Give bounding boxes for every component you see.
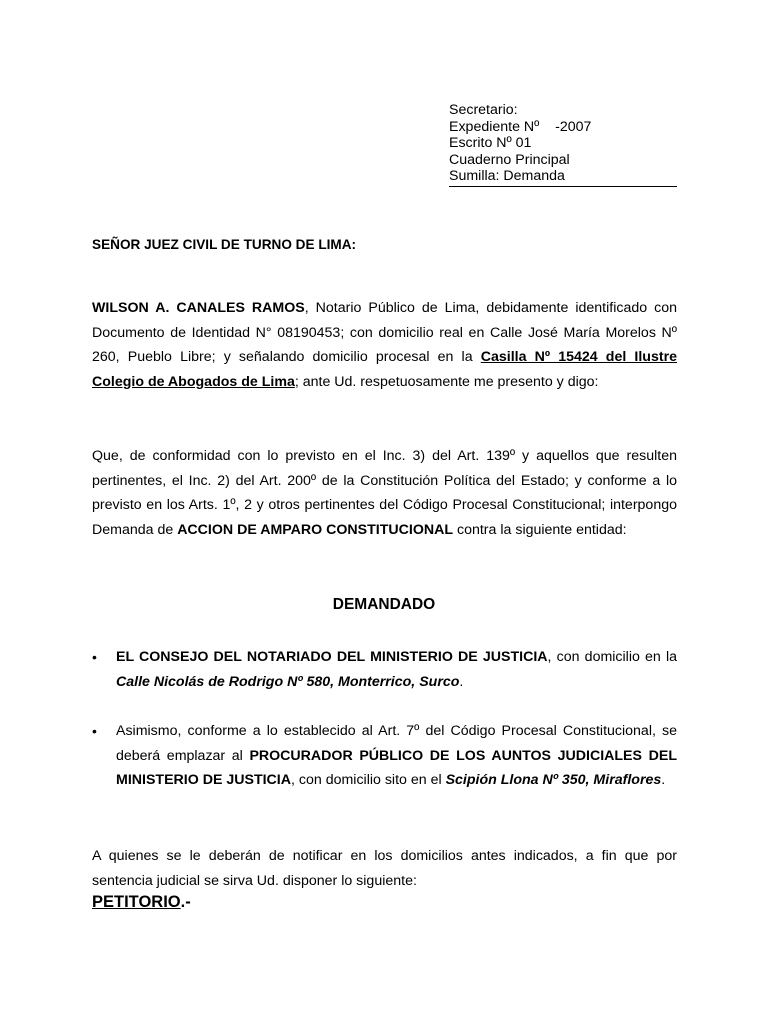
demandado-heading: DEMANDADO [332, 596, 436, 613]
casilla-reference: Casilla Nº 15424 del Ilustre Colegio de Abogados de Lima [92, 349, 678, 390]
defendant-name: EL CONSEJO DEL NOTARIADO DEL MINISTERIO DE JUSTICIA [116, 649, 548, 665]
defendant-address: Calle Nicolás de Rodrigo Nº 580, Monterrico, Surco [116, 673, 460, 690]
accion-amparo: ACCION DE AMPARO CONSTITUCIONAL [177, 521, 454, 538]
intro-text-2: ; ante Ud. respetuosamente me presento y digo: [294, 373, 599, 390]
secretario-line: Secretario: [449, 102, 518, 118]
closing-paragraph: A quienes se le deberán de notificar en los domicilios antes indicados, a fin que por sentencia judicial se sirva Ud. disponer lo siguiente: [92, 848, 677, 889]
plaintiff-name: WILSON A. CANALES RAMOS [92, 300, 305, 316]
expediente-line: Expediente Nº -2007 [449, 118, 592, 135]
bullet-icon: • [92, 649, 97, 665]
bullet-text-part: . [459, 673, 464, 690]
bullet-text-part: , con domicilio sito en el [291, 772, 446, 789]
que-text-1: Que, de conformidad con lo previsto en el Inc. 3) del Art. 139º y aquellos que resulten pertinentes, el Inc. 2) del Art. 200º de la Constitución Política del Estado; y conforme a lo previsto en los Arts. 1º, 2 y otros pertinentes del Código Procesal Constitucional; interpongo Demanda de [92, 448, 677, 538]
escrito-line: Escrito Nº 01 [449, 135, 532, 151]
que-paragraph [92, 444, 677, 542]
intro-text-1: , Notario Público de Lima, debidamente identificado con Documento de Identidad N° 08190453; con domicilio real en Calle José María Morelos Nº 260, Pueblo Libre; y señalando domicilio procesal en la [92, 300, 677, 366]
addressee-heading: SEÑOR JUEZ CIVIL DE TURNO DE LIMA: [92, 237, 357, 252]
intro-paragraph [92, 296, 677, 394]
bullet-text [116, 645, 677, 694]
sumilla-line: Sumilla: Demanda [449, 168, 677, 187]
petitorio-label: PETITORIO [92, 893, 181, 911]
cuaderno-line: Cuaderno Principal [449, 151, 570, 168]
bullet-text [116, 719, 677, 793]
bullet-text-part: , con domicilio en la [547, 649, 677, 665]
procurador-address: Scipión Llona Nº 350, Miraflores [445, 772, 662, 789]
que-text-2: contra la siguiente entidad: [453, 521, 627, 538]
bullet-text-part: Asimismo, conforme a lo establecido al Art. 7º del Código Procesal Constitucional, se deberá emplazar al [116, 723, 677, 764]
petitorio-heading [92, 893, 191, 912]
petitorio-suffix: .- [180, 893, 191, 911]
bullet-text-part: . [661, 772, 666, 789]
procurador-name: PROCURADOR PÚBLICO DE LOS AUNTOS JUDICIALES DEL MINISTERIO DE JUSTICIA [116, 747, 677, 789]
case-header [449, 102, 677, 187]
bullet-icon: • [92, 723, 97, 739]
